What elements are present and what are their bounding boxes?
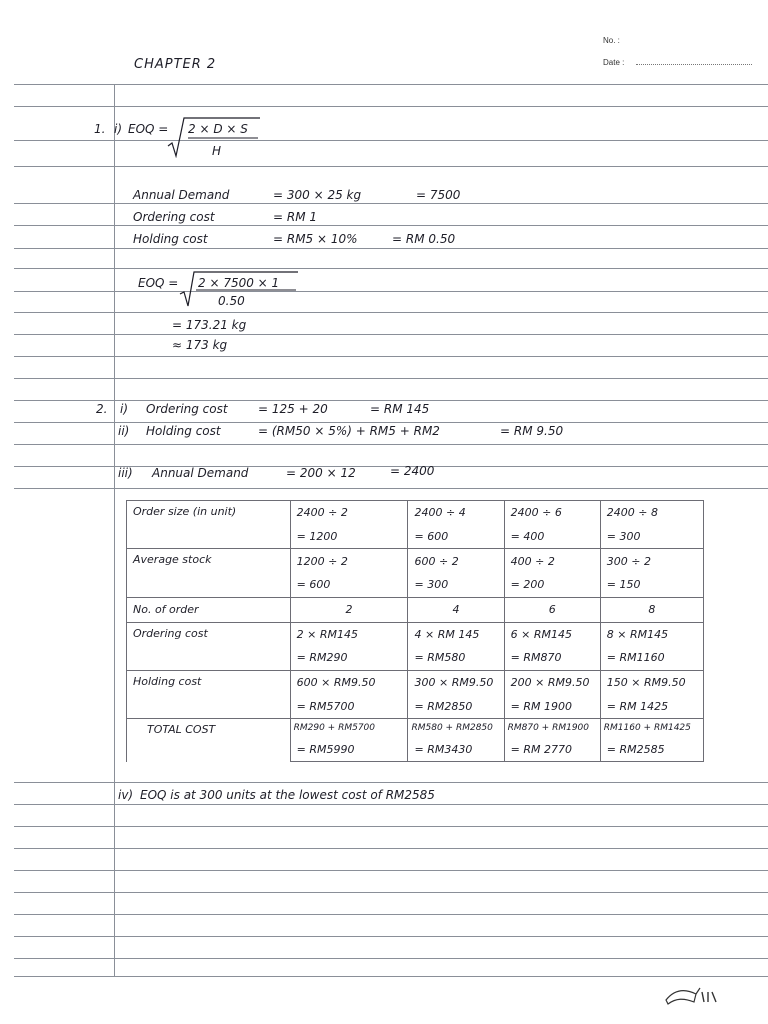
table-cell: 2400 ÷ 8: [600, 501, 703, 525]
q1-expr-ordering: = RM 1: [273, 210, 318, 224]
q2-part-ii-text: Holding cost: [146, 424, 221, 438]
table-cell: = 300: [600, 525, 703, 549]
table-cell: 8 × RM145: [600, 622, 703, 646]
rule-line: [14, 356, 768, 357]
table-cell: 2 × RM145: [290, 622, 408, 646]
q1-calc-numerator: 2 × 7500 × 1: [198, 276, 280, 290]
table-cell: 300 × RM9.50: [408, 670, 504, 694]
table-cell: 1200 ÷ 2: [290, 549, 408, 573]
table-cell: 2400 ÷ 2: [290, 501, 408, 525]
rule-line: [14, 422, 768, 423]
uni-logo-icon: [664, 984, 720, 1012]
q2-part-iii-text: Annual Demand: [152, 466, 249, 480]
table-cell: = RM 2770: [504, 737, 600, 761]
q2-number: 2.: [96, 402, 108, 416]
q1-label-ordering: Ordering cost: [133, 210, 215, 224]
table-cell: = RM290: [290, 646, 408, 670]
table-cell: = RM2850: [408, 694, 504, 718]
q1-result-holding: = RM 0.50: [392, 232, 456, 246]
table-cell: = RM580: [408, 646, 504, 670]
q1-calc-label: EOQ =: [138, 276, 179, 290]
table-cell: 4: [408, 597, 504, 622]
table-row-label: TOTAL COST: [127, 719, 291, 762]
rule-line: [14, 400, 768, 401]
table-cell: 2: [290, 597, 408, 622]
q2-part-ii-label: ii): [118, 424, 130, 438]
q1-formula-numerator: 2 × D × S: [188, 122, 248, 136]
q1-calc-denominator: 0.50: [218, 294, 245, 308]
rule-line: [14, 378, 768, 379]
q2-part-iv-label: iv): [118, 788, 134, 802]
q1-eoq-label: EOQ =: [128, 122, 169, 136]
q1-expr-demand: = 300 × 25 kg: [273, 188, 362, 202]
table-cell: 2400 ÷ 6: [504, 501, 600, 525]
q1-result-exact: = 173.21 kg: [172, 318, 247, 332]
table-cell: RM580 + RM2850: [408, 719, 504, 738]
q2-part-iv-text: EOQ is at 300 units at the lowest cost of RM2585: [140, 788, 435, 802]
table-cell: = RM870: [504, 646, 600, 670]
q2-part-i-expr: = 125 + 20: [258, 402, 328, 416]
table-cell: 2400 ÷ 4: [408, 501, 504, 525]
table-cell: RM290 + RM5700: [290, 719, 408, 738]
rule-line: [14, 203, 768, 204]
table-cell: = RM5990: [290, 737, 408, 761]
q2-part-ii-expr: = (RM50 × 5%) + RM5 + RM2: [258, 424, 440, 438]
rule-line: [14, 976, 768, 977]
q2-part-iii-result: = 2400: [390, 464, 435, 478]
table-cell: = 400: [504, 525, 600, 549]
table-row-label: Average stock: [127, 549, 291, 597]
table-row-label: Order size (in unit): [127, 501, 291, 549]
q1-number: 1.: [94, 122, 106, 136]
q2-part-i-result: = RM 145: [370, 402, 430, 416]
margin-line: [114, 84, 115, 976]
table-cell: = RM 1900: [504, 694, 600, 718]
q1-label-demand: Annual Demand: [133, 188, 230, 202]
q1-label-holding: Holding cost: [133, 232, 208, 246]
table-cell: 4 × RM 145: [408, 622, 504, 646]
table-cell: = RM3430: [408, 737, 504, 761]
rule-line: [14, 84, 768, 85]
rule-line: [14, 804, 768, 805]
rule-line: [14, 334, 768, 335]
table-cell: 6: [504, 597, 600, 622]
table-cell: = RM5700: [290, 694, 408, 718]
rule-line: [14, 848, 768, 849]
table-cell: = 200: [504, 573, 600, 597]
table-cell: 300 ÷ 2: [600, 549, 703, 573]
table-row-label: Holding cost: [127, 670, 291, 718]
table-cell: 6 × RM145: [504, 622, 600, 646]
table-cell: 600 ÷ 2: [408, 549, 504, 573]
rule-line: [14, 140, 768, 141]
date-field: [636, 64, 752, 65]
table-cell: RM1160 + RM1425: [600, 719, 703, 738]
rule-line: [14, 936, 768, 937]
table-cell: = RM 1425: [600, 694, 703, 718]
cost-table: [126, 500, 704, 762]
q1-expr-holding: = RM5 × 10%: [273, 232, 358, 246]
rule-line: [14, 892, 768, 893]
rule-line: [14, 444, 768, 445]
q1-result-rounded: ≈ 173 kg: [172, 338, 228, 352]
q2-part-i-label: i): [120, 402, 129, 416]
table-cell: = RM1160: [600, 646, 703, 670]
table-cell: 400 ÷ 2: [504, 549, 600, 573]
q1-result-demand: = 7500: [416, 188, 461, 202]
table-cell: 150 × RM9.50: [600, 670, 703, 694]
q2-part-i-text: Ordering cost: [146, 402, 228, 416]
table-cell: = 600: [408, 525, 504, 549]
table-cell: 200 × RM9.50: [504, 670, 600, 694]
rule-line: [14, 268, 768, 269]
rule-line: [14, 166, 768, 167]
table-cell: = 150: [600, 573, 703, 597]
rule-line: [14, 914, 768, 915]
table-cell: = 1200: [290, 525, 408, 549]
table-row-label: Ordering cost: [127, 622, 291, 670]
rule-line: [14, 291, 768, 292]
table-cell: = 300: [408, 573, 504, 597]
q1-part-label: i): [114, 122, 123, 136]
q2-part-ii-result: = RM 9.50: [500, 424, 564, 438]
rule-line: [14, 782, 768, 783]
table-cell: 600 × RM9.50: [290, 670, 408, 694]
rule-line: [14, 826, 768, 827]
rule-line: [14, 248, 768, 249]
table-cell: RM870 + RM1900: [504, 719, 600, 738]
table-row-label: No. of order: [127, 597, 291, 622]
rule-line: [14, 488, 768, 489]
q2-part-iii-label: iii): [118, 466, 133, 480]
chapter-title: CHAPTER 2: [134, 57, 217, 72]
q1-formula-denominator: H: [212, 144, 222, 158]
rule-line: [14, 106, 768, 107]
q2-part-iii-expr: = 200 × 12: [286, 466, 356, 480]
table-cell: = RM2585: [600, 737, 703, 761]
rule-line: [14, 870, 768, 871]
rule-line: [14, 958, 768, 959]
table-cell: = 600: [290, 573, 408, 597]
table-cell: 8: [600, 597, 703, 622]
rule-line: [14, 312, 768, 313]
date-label: Date :: [603, 58, 625, 67]
rule-line: [14, 225, 768, 226]
no-label: No. :: [603, 36, 620, 45]
